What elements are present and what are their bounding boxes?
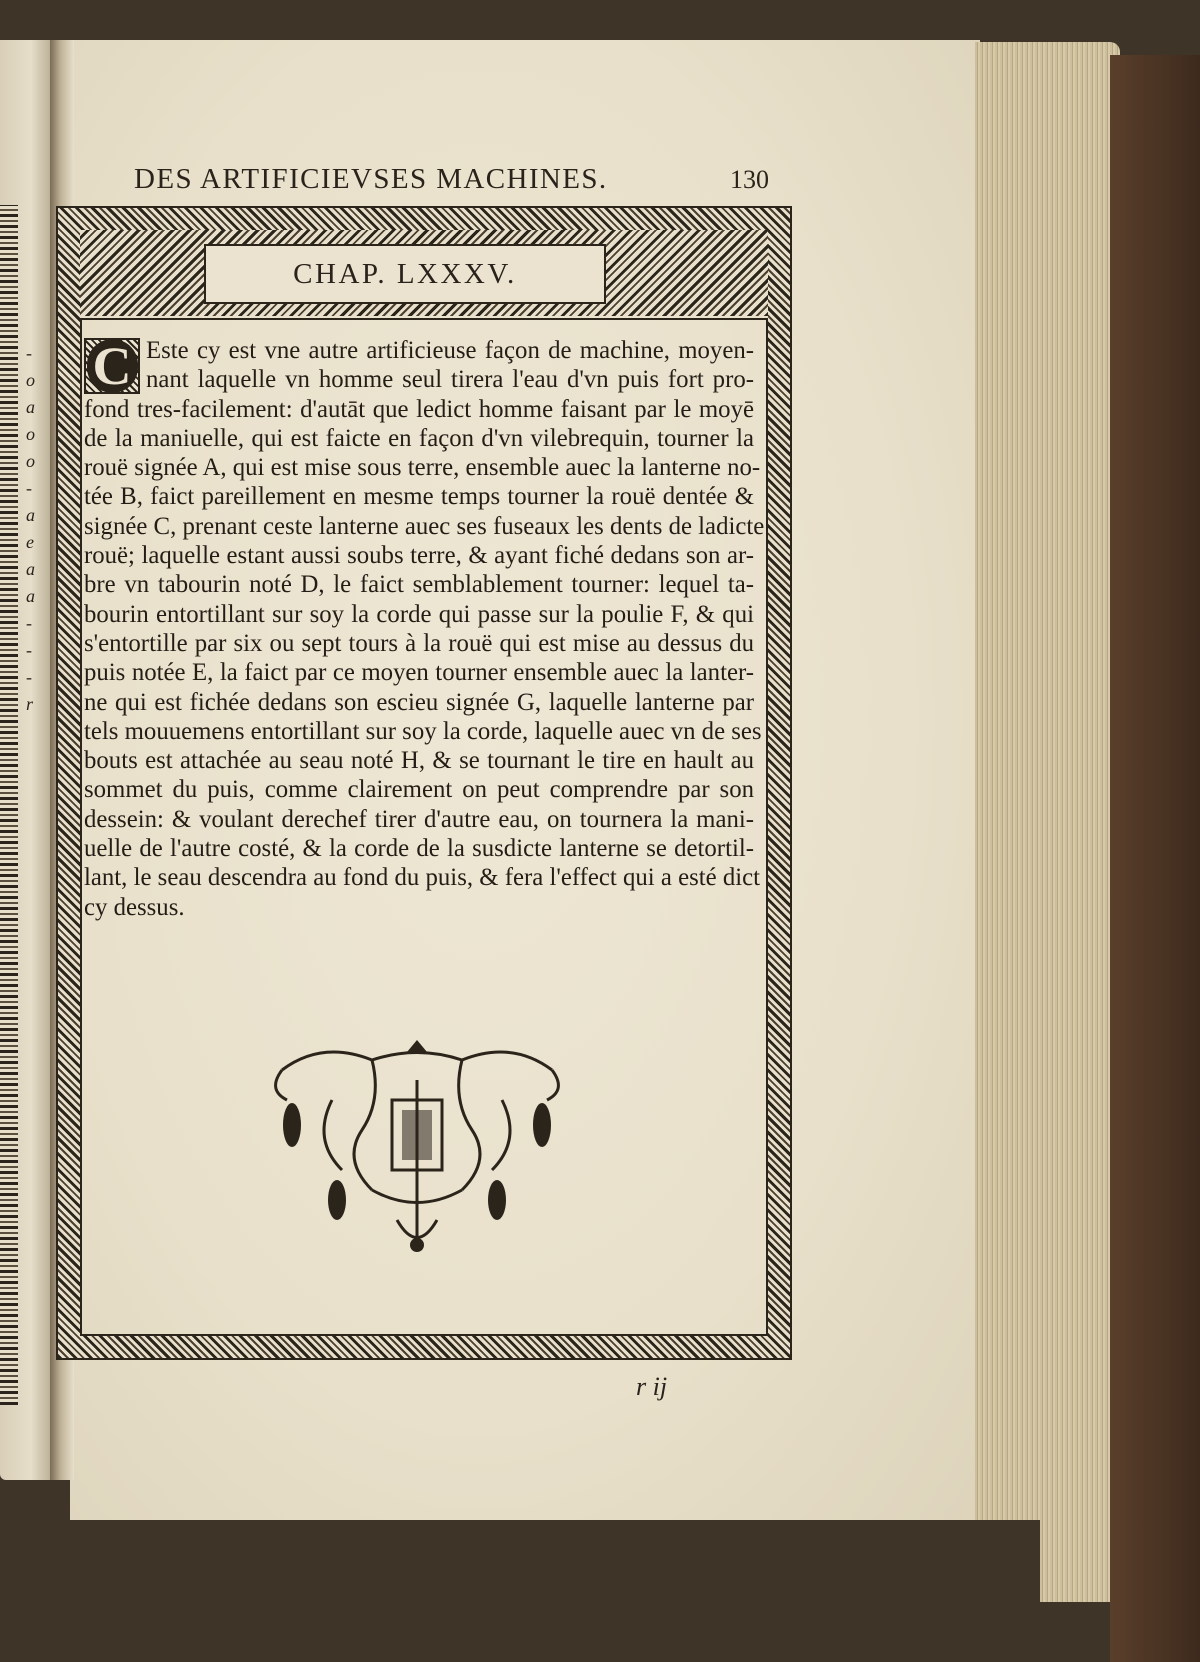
body-lines xyxy=(84,336,765,922)
body-line: lant, le seau descendra au fond du puis, & fera l'effect qui a esté dict xyxy=(84,864,761,892)
left-page-fragment: r xyxy=(26,694,34,714)
left-page-fragment: - xyxy=(26,667,32,687)
left-page-fragment: a xyxy=(26,586,35,606)
left-page-fragment: - xyxy=(26,640,32,660)
running-head: DES ARTIFICIEVSES MACHINES. xyxy=(134,163,608,195)
left-page-fragment: e xyxy=(26,532,34,552)
body-line: fond tres-facilement: d'autāt que ledict homme faisant par le moyē xyxy=(84,395,754,423)
body-line: bre vn tabourin noté D, le faict semblablement tourner: lequel ta- xyxy=(84,571,754,599)
left-page-fragment: - xyxy=(26,478,32,498)
body-line: ne qui est fichée dedans son escieu signée G, laquelle lanterne par xyxy=(84,688,754,716)
signature-mark: r ij xyxy=(636,1372,668,1401)
body-line: tée B, faict pareillement en mesme temps tourner la rouë dentée & xyxy=(84,483,754,511)
body-line: bourin entortillant sur soy la corde qui passe sur la poulie F, & qui xyxy=(84,600,754,628)
left-page-ornament-border xyxy=(0,205,18,1405)
left-facing-page xyxy=(0,40,52,1480)
body-line: rouë signée A, qui est mise sous terre, ensemble auec la lanterne no- xyxy=(84,454,761,482)
body-line: dessein: & voulant derechef tirer d'autre eau, on tournera la mani- xyxy=(84,805,754,833)
body-line: cy dessus. xyxy=(84,893,185,921)
chapter-title: CHAP. LXXXV. xyxy=(293,257,517,290)
body-line: puis notée E, la faict par ce moyen tourner ensemble auec la lanter- xyxy=(84,659,754,687)
page-edges xyxy=(975,42,1120,1602)
body-line: sommet du puis, comme clairement on peut comprendre par son xyxy=(84,776,754,804)
body-line: bouts est attachée au seau noté H, & se tournant le tire en hault au xyxy=(84,747,754,775)
body-text xyxy=(84,336,765,922)
drop-cap-initial xyxy=(84,338,140,394)
body-line: Este cy est vne autre artificieuse façon de machine, moyen- xyxy=(146,337,754,364)
left-page-fragment: - xyxy=(26,613,32,633)
body-line: s'entortille par six ou sept tours à la rouë qui est mise au dessus du xyxy=(84,629,754,657)
left-page-fragment: a xyxy=(26,559,35,579)
page-bottom-shadow xyxy=(40,1520,1040,1662)
tailpiece-ornament-icon xyxy=(262,1040,572,1270)
left-page-fragment: o xyxy=(26,424,35,444)
drop-cap-letter: C xyxy=(87,339,138,393)
body-line: uelle de l'autre costé, & la corde de la susdicte lanterne se detortil- xyxy=(84,835,754,863)
left-page-fragment: - xyxy=(26,343,32,363)
left-page-fragment: a xyxy=(26,397,35,417)
body-line: signée C, prenant ceste lanterne auec ses fuseaux les dents de ladicte xyxy=(84,512,765,540)
left-page-fragment: o xyxy=(26,451,35,471)
body-line: de la maniuelle, qui est faicte en façon d'vn vilebrequin, tourner la xyxy=(84,424,754,452)
body-line: nant laquelle vn homme seul tirera l'eau d'vn puis fort pro- xyxy=(146,366,754,394)
book-cover xyxy=(1110,55,1200,1662)
left-page-text-fragments xyxy=(26,340,50,718)
left-page-fragment: a xyxy=(26,505,35,525)
page-number: 130 xyxy=(730,165,769,194)
body-line: tels mouuemens entortillant sur soy la corde, laquelle auec vn de ses xyxy=(84,717,762,745)
body-line: rouë; laquelle estant aussi soubs terre, & ayant fiché dedans son ar- xyxy=(84,542,754,570)
left-page-fragment: o xyxy=(26,370,35,390)
chapter-heading-box xyxy=(204,244,606,304)
